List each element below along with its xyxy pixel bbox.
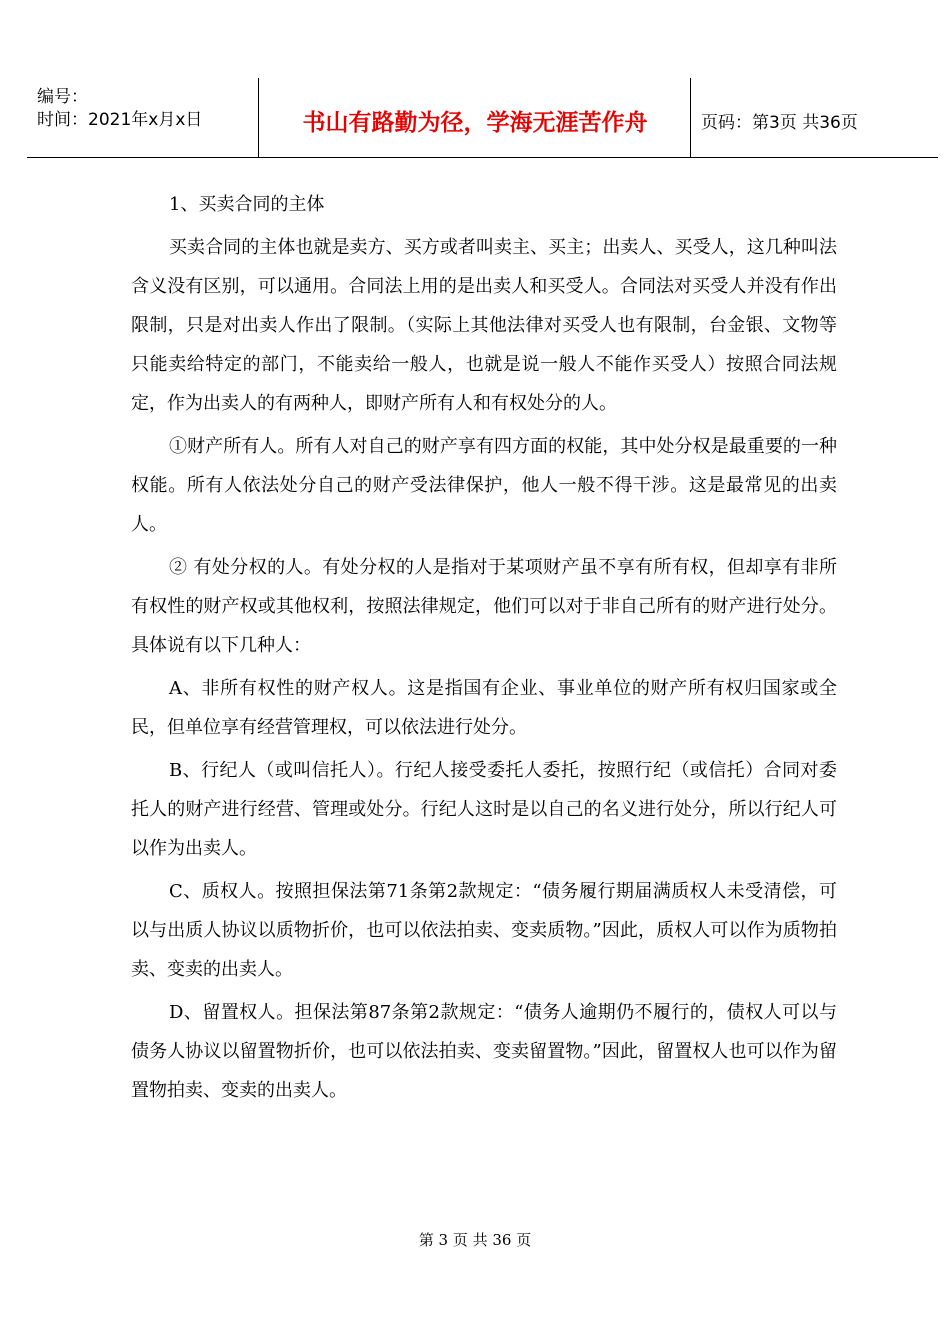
header-page-number: 页码：第3页 共36页 [701,113,858,133]
page-footer: 第 3 页 共 36 页 [418,1231,532,1249]
document-body [131,185,837,1114]
document-time-label: 时间：2021年x月x日 [37,110,203,130]
body-paragraph: B、行纪人（或叫信托人）。行纪人接受委托人委托，按照行纪（或信托）合同对委托人的财产进行经营、管理或处分。行纪人这时是以自己的名义进行处分，所以行纪人可以作为出卖人。 [131,760,837,859]
body-paragraph: 买卖合同的主体也就是卖方、买方或者叫卖主、买主；出卖人、买受人，这几种叫法含义没有区别，可以通用。合同法上用的是出卖人和买受人。合同法对买受人并没有作出限制，只是对出卖人作出了限制。（实际上其他法律对买受人也有限制，台金银、文物等只能卖给特定的部门，不能卖给一般人，也就是说一般人不能作买受人）按照合同法规定，作为出卖人的有两种人，即财产所有人和有权处分的人。 [131,237,837,414]
body-paragraph: C、质权人。按照担保法第71条第2款规定：“债务履行期届满质权人未受清偿，可以与出质人协议以质物折价，也可以依法拍卖、变卖质物。”因此，质权人可以作为质物拍卖、变卖的出卖人。 [131,881,837,980]
section-heading: 1、买卖合同的主体 [169,194,325,215]
page-header [27,78,938,158]
body-paragraph: D、留置权人。担保法第87条第2款规定：“债务人逾期仍不履行的，债权人可以与债务人协议以留置物折价，也可以依法拍卖、变卖留置物。”因此，留置权人也可以作为留置物拍卖、变卖的出卖人。 [131,1002,837,1101]
header-motto-cell [259,78,691,157]
header-meta-cell [27,78,259,157]
body-paragraph: ② 有处分权的人。有处分权的人是指对于某项财产虽不享有所有权，但却享有非所有权性的财产权或其他权利，按照法律规定，他们可以对于非自己所有的财产进行处分。具体说有以下几种人： [131,557,837,656]
body-paragraph: ①财产所有人。所有人对自己的财产享有四方面的权能，其中处分权是最重要的一种权能。所有人依法处分自己的财产受法律保护，他人一般不得干涉。这是最常见的出卖人。 [131,436,837,535]
header-page-cell [691,78,938,157]
document-number-label: 编号： [37,87,88,107]
body-paragraph: A、非所有权性的财产权人。这是指国有企业、事业单位的财产所有权归国家或全民，但单位享有经营管理权，可以依法进行处分。 [131,678,837,738]
header-motto: 书山有路勤为径，学海无涯苦作舟 [302,110,648,136]
